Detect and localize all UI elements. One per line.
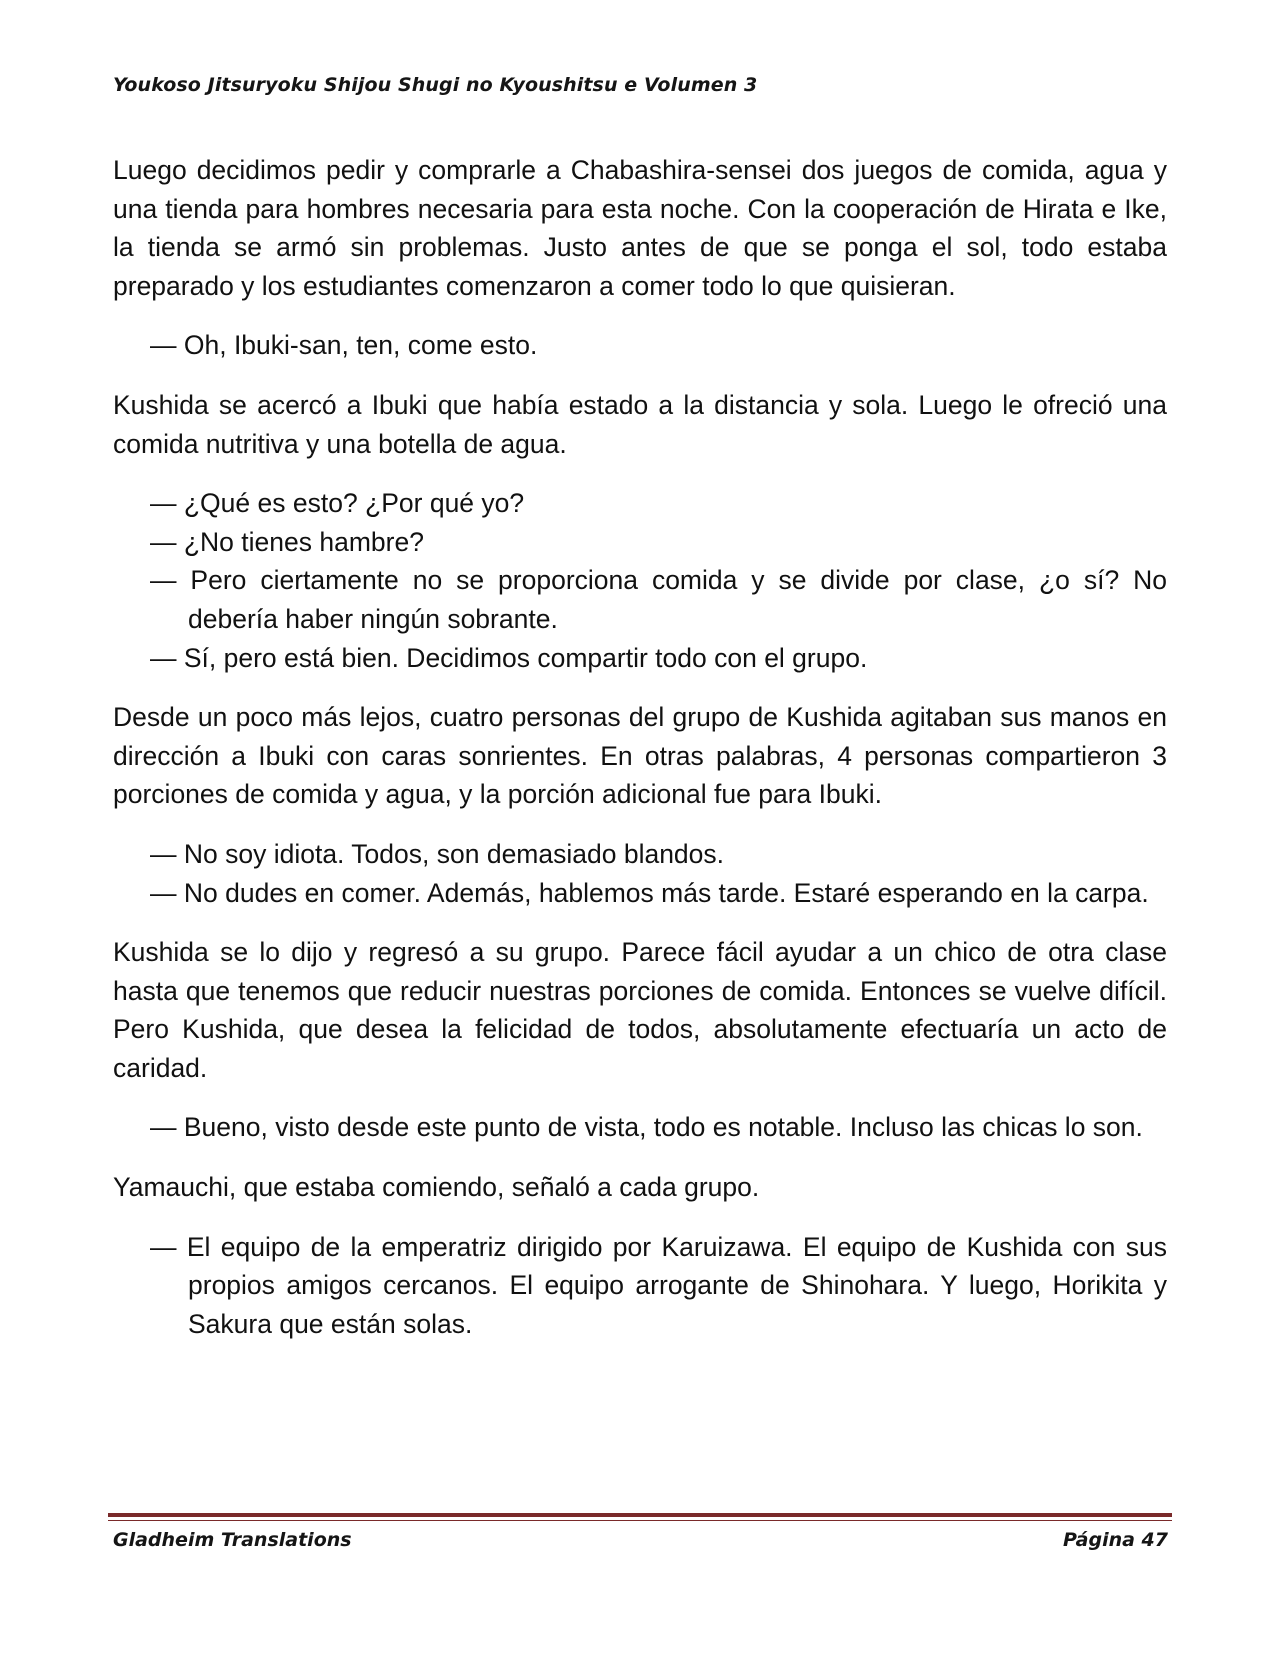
dialogue-group [113,1108,1167,1147]
dialogue-line: — No dudes en comer. Además, hablemos más tarde. Estaré esperando en la carpa. [150,877,1149,908]
paragraph: Desde un poco más lejos, cuatro personas del grupo de Kushida agitaban sus manos en dirección a Ibuki con caras sonrientes. En otras palabras, 4 personas compartieron 3 porciones de comida y agua, y la porción adicional fue para Ibuki. [113,702,1167,810]
running-header: Youkoso Jitsuryoku Shijou Shugi no Kyoushitsu e Volumen 3 [113,74,758,96]
dialogue-line: — No soy idiota. Todos, son demasiado blandos. [150,838,725,869]
dialogue-group [113,484,1167,677]
dialogue-group [113,326,1167,365]
dialogue-group [113,835,1167,912]
paragraph: Kushida se lo dijo y regresó a su grupo. Parece fácil ayudar a un chico de otra clase hasta que tenemos que reducir nuestras porciones de comida. Entonces se vuelve difícil. Pero Kushida, que desea la felicidad de todos, absolutamente efectuaría un acto de caridad. [113,937,1167,1083]
paragraph: Luego decidimos pedir y comprarle a Chabashira-sensei dos juegos de comida, agua y una tienda para hombres necesaria para esta noche. Con la cooperación de Hirata e Ike, la tienda se armó sin problemas. Justo antes de que se ponga el sol, todo estaba preparado y los estudiantes comenzaron a comer todo lo que quisieran. [113,155,1167,301]
dialogue-line: — Sí, pero está bien. Decidimos compartir todo con el grupo. [150,642,868,673]
footer-publisher: Gladheim Translations [113,1529,352,1551]
footer-page-number: Página 47 [1062,1529,1168,1551]
paragraph: Yamauchi, que estaba comiendo, señaló a cada grupo. [113,1172,760,1203]
dialogue-line: — Pero ciertamente no se proporciona comida y se divide por clase, ¿o sí? No debería haber ningún sobrante. [150,565,1167,634]
dialogue-group [113,1228,1167,1344]
dialogue-line: — Oh, Ibuki-san, ten, come esto. [150,330,538,361]
body-text [113,151,1167,1364]
dialogue-line: — Bueno, visto desde este punto de vista, todo es notable. Incluso las chicas lo son. [150,1112,1143,1143]
dialogue-line: — El equipo de la emperatriz dirigido por Karuizawa. El equipo de Kushida con sus propios amigos cercanos. El equipo arrogante de Shinohara. Y luego, Horikita y Sakura que están solas. [150,1231,1167,1339]
footer-rule-thin [108,1520,1172,1521]
dialogue-line: — ¿Qué es esto? ¿Por qué yo? [150,488,525,519]
dialogue-line: — ¿No tienes hambre? [150,526,424,557]
footer-rule-thick [108,1513,1172,1517]
paragraph: Kushida se acercó a Ibuki que había estado a la distancia y sola. Luego le ofreció una comida nutritiva y una botella de agua. [113,389,1167,459]
